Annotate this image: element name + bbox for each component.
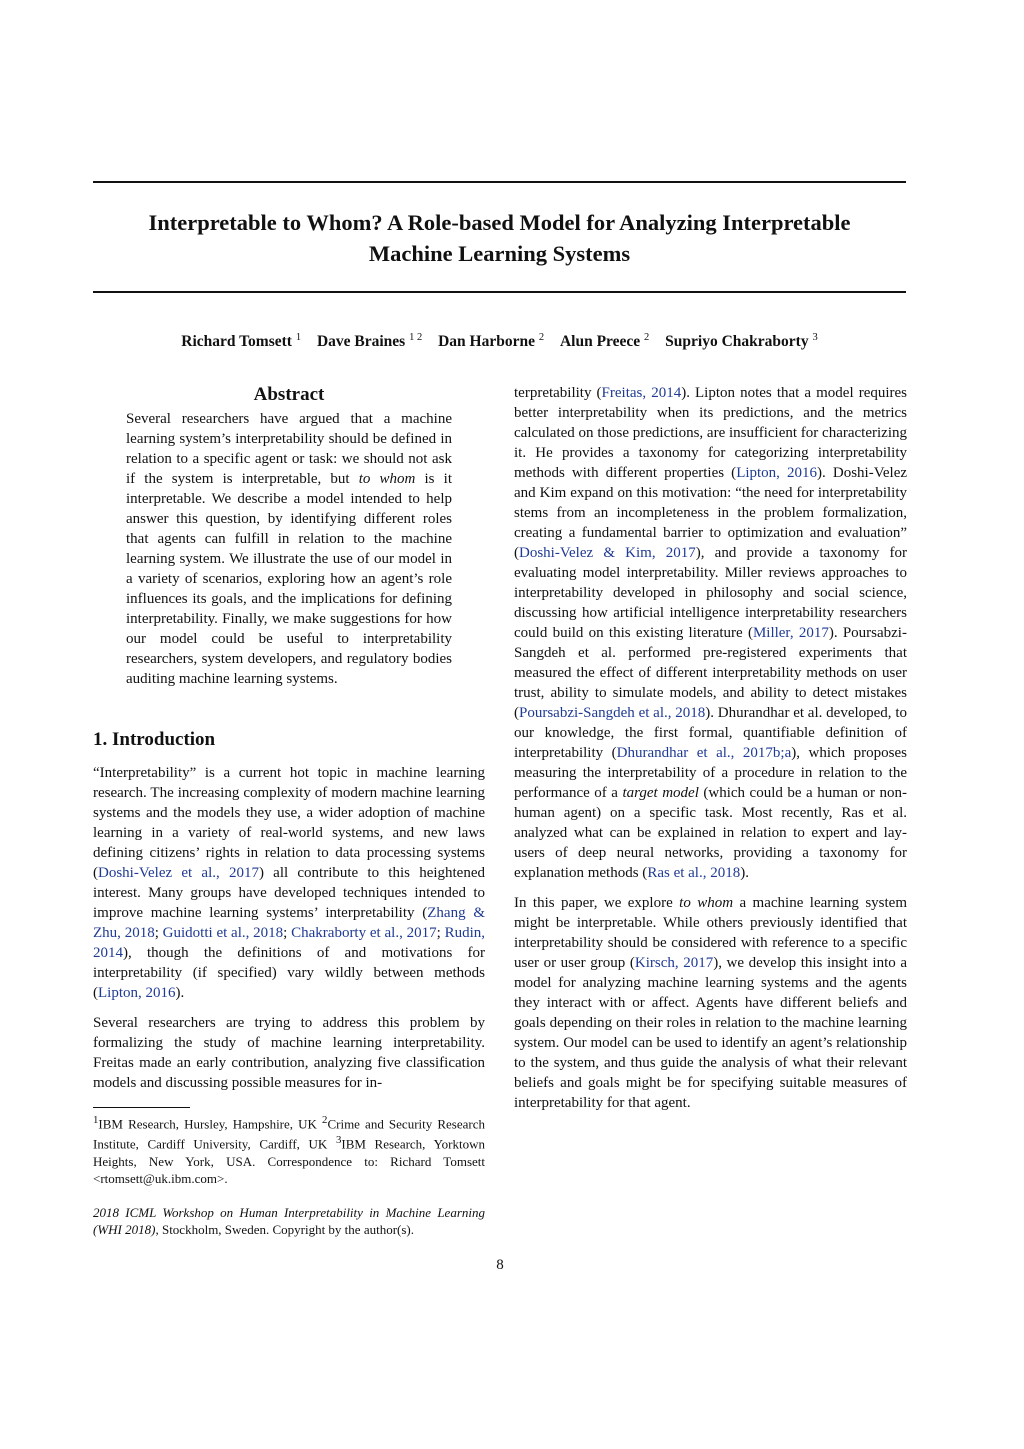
text-run: ), we develop this insight into a model for analyzing machine learning systems and the agents they interact with or affect. Agents have different beliefs and goals depending on their roles in relation to the machine learning system. Our model can be used to identify an agent’s relationship to the system, and thus guide the analysis of what their relevant beliefs and goals might be for specifying suitable measures of interpretability for that agent.: [514, 955, 907, 1111]
title-rule-bottom: [93, 291, 906, 293]
text-run: ). Doshi-Velez and Kim expand on this motivation: “the need for interpretability stems from an incompleteness in the problem formalization, creating a fundamental barrier to optimization and evaluation” (: [514, 465, 908, 561]
text-run: terpretability (: [514, 385, 602, 401]
citation-link[interactable]: Ras et al., 2018: [647, 865, 741, 881]
title-rule-top: [93, 181, 906, 183]
text-run: ;: [283, 925, 292, 941]
title-line-2: Machine Learning Systems: [368, 241, 631, 266]
intro-paragraph-3: [514, 893, 907, 1113]
emphasis: to whom: [679, 895, 734, 911]
text-run: ). Lipton notes that a model requires better interpretability when its predictions, and the metrics calculated on those predictions, are insufficient for characterizing it. He provides a taxonomy for categorizing interpretability methods with different properties (: [514, 385, 908, 481]
paper-title: [93, 207, 906, 269]
citation-link[interactable]: Poursabzi-Sangdeh et al., 2018: [519, 705, 706, 721]
text-run: ). Poursabzi-Sangdeh et al. performed pre-registered experiments that measured the effect of different interpretability methods on user trust, ability to simulate models, and ability to detect mistakes (: [514, 625, 907, 721]
text-run: In this paper, we explore: [514, 895, 680, 911]
author-affiliation: 2: [644, 332, 650, 343]
text-run: Crime and Security Research Institute, Cardiff University, Cardiff, UK: [93, 1116, 485, 1152]
author-name: Dan Harborne: [438, 333, 535, 351]
abstract-text: [126, 409, 452, 689]
text-run: is it interpretable. We describe a model intended to help answer this question, by identifying different roles that agents can fulfill in relation to the machine learning system. We illustrate the use of our model in a variety of scenarios, exploring how an agent’s role influences its goals, and the implications for defining interpretability. Finally, we make suggestions for how our model could be useful to interpretability researchers, system developers, and regulatory bodies auditing machine learning systems.: [126, 471, 452, 687]
text-run: ). Dhurandhar et al. developed, to our knowledge, the first formal, quantifiable definition of interpretability (: [514, 705, 907, 761]
text-run: ).: [740, 865, 749, 881]
citation-link[interactable]: Rudin, 2014: [93, 925, 485, 961]
footnote-rule: [93, 1107, 190, 1108]
text-run: Several researchers have argued that a machine learning system’s interpretability should be defined in relation to a specific agent or task: we should not ask if the system is interpretable, but: [126, 411, 452, 487]
text-run: a machine learning system might be interpretable. While others previously identified that interpretability should be considered with reference to a specific user or user group (: [514, 895, 907, 971]
text-run: ), and provide a taxonomy for evaluating model interpretability. Miller reviews approaches to interpretability developed in philosophy and social science, discussing how artificial intelligence interpretability researchers could build on this existing literature (: [514, 545, 907, 641]
emphasis: to whom: [358, 471, 416, 487]
abstract-heading: Abstract: [253, 384, 325, 405]
author: [181, 333, 301, 350]
text-run: ) all contribute to this heightened interest. Many groups have developed techniques intended to improve machine learning systems’ interpretability (: [93, 865, 485, 921]
text-run: , Stockholm, Sweden. Copyright by the author(s).: [155, 1221, 414, 1237]
author-name: Richard Tomsett: [181, 333, 292, 351]
citation-link[interactable]: Freitas, 2014: [601, 385, 682, 401]
affiliations-footnote: [93, 1112, 485, 1187]
intro-paragraph-1: [93, 763, 485, 1003]
author-affiliation: 1: [295, 332, 302, 343]
author: [317, 333, 422, 350]
citation-link[interactable]: Dhurandhar et al., 2017b;a: [616, 745, 792, 761]
author: [665, 333, 818, 350]
text-run: IBM Research, Yorktown Heights, New York, USA. Correspondence to: Richard Tomsett <rtomsett@uk.ibm.com>.: [93, 1136, 486, 1186]
text-run: ), which proposes measuring the interpretability of a procedure in relation to the performance of a: [514, 745, 907, 801]
section-heading-introduction: 1. Introduction: [93, 729, 216, 750]
author-affiliation: 1 2: [409, 332, 423, 343]
author-name: Dave Braines: [316, 333, 406, 351]
text-run: “Interpretability” is a current hot topic in machine learning research. The increasing complexity of modern machine learning systems and the models they use, a wider adoption of machine learning in a variety of real-world systems, and new laws defining citizens’ rights in relation to data processing systems (: [93, 765, 485, 881]
text-run: ;: [154, 925, 163, 941]
text-run: ).: [175, 985, 185, 1001]
citation-link[interactable]: Lipton, 2016: [98, 985, 176, 1001]
author-affiliation: 2: [538, 332, 545, 343]
citation-link[interactable]: Miller, 2017: [752, 625, 829, 641]
author-name: Alun Preece: [559, 333, 641, 351]
footnote-marker: 2: [322, 1114, 328, 1126]
emphasis: 2018 ICML Workshop on Human Interpretability in Machine Learning (WHI 2018): [93, 1204, 485, 1237]
title-line-1: Interpretable to Whom? A Role-based Model for Analyzing Interpretable: [148, 210, 851, 235]
text-run: IBM Research, Hursley, Hampshire, UK: [98, 1116, 323, 1132]
text-run: (which could be a human or non-human agent) on a specific task. Most recently, Ras et al. analyzed what can be explained in relation to expert and lay-users of deep neural networks, providing a taxonomy for explanation methods (: [514, 785, 908, 881]
citation-link[interactable]: Lipton, 2016: [736, 465, 818, 481]
intro-paragraph-2: Several researchers are trying to address this problem by formalizing the study of machine learning interpretability. Freitas made an early contribution, analyzing five classification models and discussing possible measures for in-: [93, 1015, 485, 1091]
author: [438, 333, 544, 350]
citation-link[interactable]: Doshi-Velez & Kim, 2017: [519, 545, 696, 561]
citation-link[interactable]: Kirsch, 2017: [634, 955, 714, 971]
emphasis: target model: [622, 785, 699, 801]
right-column: [514, 383, 907, 1113]
page-number: 8: [496, 1257, 504, 1273]
intro-paragraph-2-continued: [514, 383, 907, 883]
text-run: ;: [436, 925, 445, 941]
citation-link[interactable]: Doshi-Velez et al., 2017: [98, 865, 259, 881]
text-run: ), though the definitions of and motivations for interpretability (if specified) vary wildly between methods (: [93, 945, 485, 1001]
footnote-marker: 1: [93, 1114, 99, 1126]
author: [560, 333, 649, 350]
left-column: [93, 383, 485, 1238]
citation-link[interactable]: Guidotti et al., 2018: [162, 925, 284, 941]
citation-link[interactable]: Chakraborty et al., 2017: [291, 925, 437, 941]
author-name: Supriyo Chakraborty: [665, 333, 809, 351]
workshop-notice: [93, 1204, 485, 1238]
author-affiliation: 3: [812, 332, 818, 343]
author-list: [93, 327, 906, 353]
citation-link[interactable]: Zhang & Zhu, 2018: [93, 905, 485, 941]
footnote-marker: 3: [335, 1134, 342, 1147]
